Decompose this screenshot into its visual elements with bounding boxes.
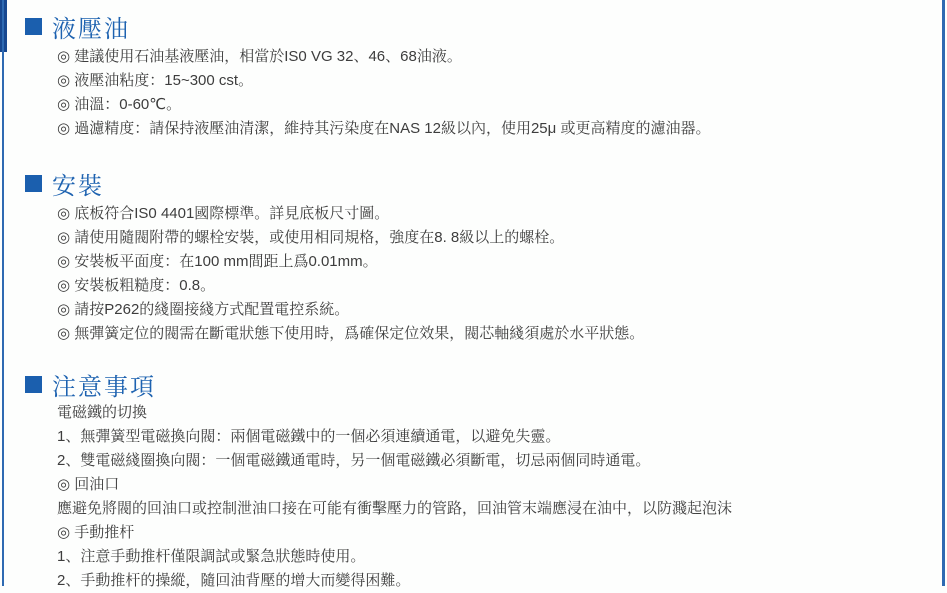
section-title: 液壓油 [52, 15, 130, 43]
text-line: ◎ 回油口 [57, 476, 120, 493]
section-bullet-square-icon [25, 376, 42, 393]
text-line: 1、無彈簧型電磁換向閥：兩個電磁鐵中的一個必須連續通電，以避免失靈。 [57, 428, 561, 445]
text-line: 1、注意手動推杆僅限調試或緊急狀態時使用。 [57, 548, 366, 565]
section-precautions [0, 368, 947, 593]
section-hydraulic-oil [0, 10, 947, 141]
section-header [0, 10, 947, 42]
text-line: 電磁鐵的切換 [57, 404, 148, 421]
text-line: 2、手動推杆的操縱，隨回油背壓的增大而變得困難。 [57, 572, 411, 589]
text-line: ◎ 安裝板粗糙度：0.8。 [57, 277, 216, 294]
section-body [0, 199, 947, 346]
text-line: ◎ 手動推杆 [57, 524, 135, 541]
text-line: 2、雙電磁綫圈換向閥：一個電磁鐵通電時，另一個電磁鐵必須斷電，切忌兩個同時通電。 [57, 452, 651, 469]
text-line: ◎ 請使用隨閥附帶的螺栓安裝，或使用相同規格，強度在8. 8級以上的螺栓。 [57, 229, 565, 246]
text-line: ◎ 無彈簧定位的閥需在斷電狀態下使用時，爲確保定位效果，閥芯軸綫須處於水平狀態。 [57, 325, 645, 342]
section-body [0, 400, 947, 593]
section-bullet-square-icon [25, 18, 42, 35]
text-line: ◎ 建議使用石油基液壓油，相當於IS0 VG 32、46、68油液。 [57, 48, 462, 65]
section-bullet-square-icon [25, 175, 42, 192]
section-title: 注意事項 [52, 373, 156, 401]
section-body [0, 42, 947, 141]
section-title: 安裝 [52, 172, 104, 200]
text-line: ◎ 過濾精度：請保持液壓油清潔，維持其污染度在NAS 12級以內，使用25μ 或更高精度的濾油器。 [57, 120, 711, 137]
section-header [0, 368, 947, 400]
text-line: 應避免將閥的回油口或控制泄油口接在可能有衝擊壓力的管路，回油管末端應浸在油中，以防濺起泡沫 [57, 500, 733, 517]
section-installation [0, 167, 947, 346]
text-line: ◎ 安裝板平面度：在100 mm間距上爲0.01mm。 [57, 253, 378, 270]
text-line: ◎ 底板符合IS0 4401國際標準。詳見底板尺寸圖。 [57, 205, 390, 222]
section-header [0, 167, 947, 199]
text-line: ◎ 請按P262的綫圈接綫方式配置電控系統。 [57, 301, 350, 318]
text-line: ◎ 油溫：0-60℃。 [57, 96, 182, 113]
text-line: ◎ 液壓油粘度：15~300 cst。 [57, 72, 254, 89]
